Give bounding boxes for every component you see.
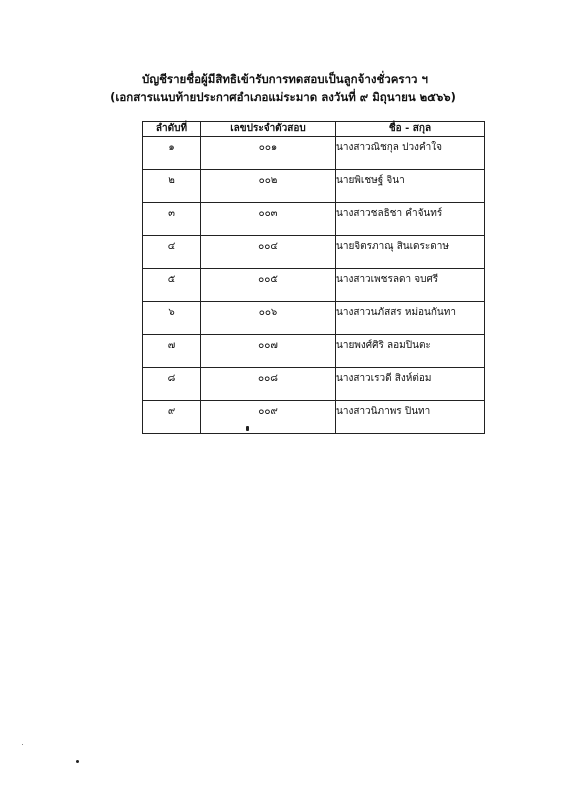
cell-code: ๐๐๔ [201,236,336,269]
cell-name: นางสาวเรวดี สิงห์ต่อม [336,368,485,401]
table-header-row [143,122,485,137]
header-code: เลขประจำตัวสอบ [201,122,336,137]
table-row [143,137,485,170]
table-row [143,203,485,236]
cell-code: ๐๐๘ [201,368,336,401]
cell-seq: ๓ [143,203,201,236]
cell-seq: ๕ [143,269,201,302]
cell-code: ๐๐๗ [201,335,336,368]
cell-seq: ๑ [143,137,201,170]
ink-speck [246,426,249,431]
cell-seq: ๖ [143,302,201,335]
cell-name: นางสาวชลธิชา คำจันทร์ [336,203,485,236]
cell-code: ๐๐๙ [201,401,336,434]
ink-speck [76,760,79,763]
cell-name: นายพงศ์ศิริ ลอมปินตะ [336,335,485,368]
cell-code: ๐๐๒ [201,170,336,203]
title-line-1: บัญชีรายชื่อผู้มีสิทธิเข้ารับการทดสอบเป็นลูกจ้างชั่วคราว ฯ [142,72,428,86]
document-title [0,70,566,106]
cell-name: นางสาวนภัสสร หม่อนกันทา [336,302,485,335]
header-name: ชื่อ - สกุล [336,122,485,137]
cell-seq: ๒ [143,170,201,203]
cell-seq: ๔ [143,236,201,269]
cell-code: ๐๐๖ [201,302,336,335]
table-row [143,302,485,335]
table-row [143,401,485,434]
title-line-2: (เอกสารแนบท้ายประกาศอำเภอแม่ระมาด ลงวันที่ ๙ มิถุนายน ๒๕๖๖) [110,90,456,104]
table-row [143,170,485,203]
cell-seq: ๘ [143,368,201,401]
cell-seq: ๗ [143,335,201,368]
table-row [143,236,485,269]
table-row [143,368,485,401]
candidate-table [142,121,485,434]
cell-name: นายจิตรภาณุ สินเดระดาษ [336,236,485,269]
cell-name: นายพิเชษฐ์ จินา [336,170,485,203]
cell-name: นางสาวเพชรลดา จบศรี [336,269,485,302]
cell-name: นางสาวณิชกุล ปวงคำใจ [336,137,485,170]
header-seq: ลำดับที่ [143,122,201,137]
table-row [143,269,485,302]
table-row [143,335,485,368]
cell-name: นางสาวนิภาพร ปินทา [336,401,485,434]
scan-dust [22,744,23,745]
cell-code: ๐๐๕ [201,269,336,302]
cell-code: ๐๐๑ [201,137,336,170]
cell-seq: ๙ [143,401,201,434]
cell-code: ๐๐๓ [201,203,336,236]
